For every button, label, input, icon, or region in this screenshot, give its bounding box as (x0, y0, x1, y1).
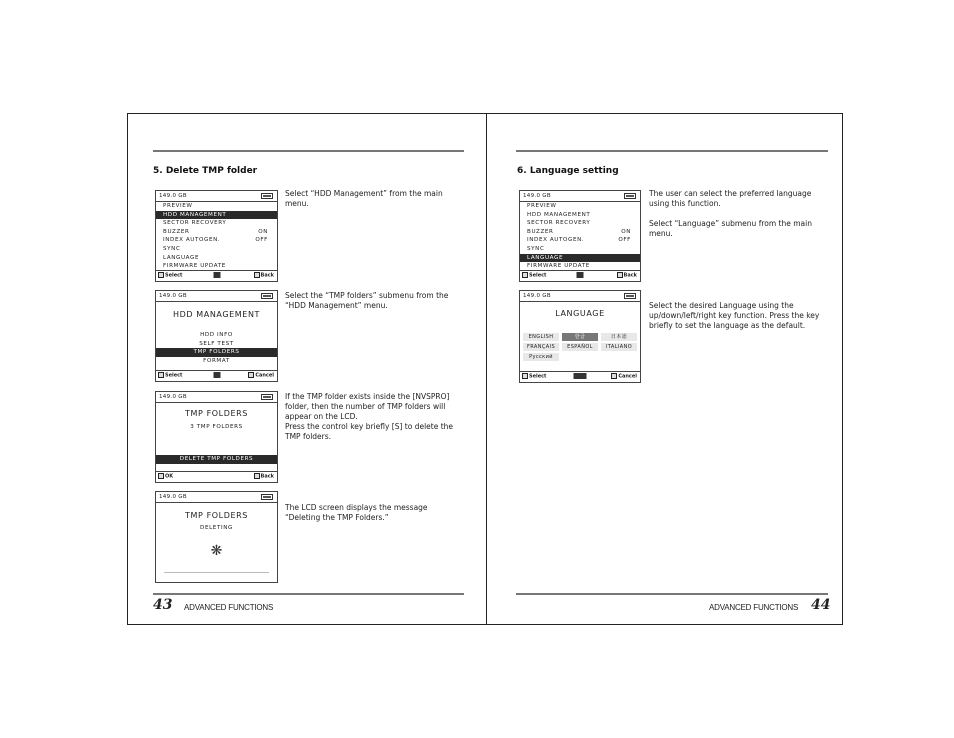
menu-item: HDD INFO (200, 332, 233, 338)
capacity-label: 149.0 GB (159, 394, 187, 400)
language-row (523, 333, 637, 341)
deleting-status: DELETING (200, 525, 233, 531)
step-5-text: The user can select the preferred language using this function. Select “Language” submenu from the main menu. (649, 189, 812, 238)
lcd-softkey-bar: Select Cancel (520, 371, 640, 382)
step-2-text: Select the “TMP folders” submenu from the “HDD Management” menu. (285, 291, 449, 310)
direction-key-icon (574, 373, 587, 379)
lcd-softkey-bar: Select Back (520, 270, 640, 281)
battery-icon (624, 293, 636, 299)
page-divider (486, 113, 487, 625)
left-top-rule (153, 150, 464, 152)
capacity-label: 149.0 GB (159, 193, 187, 199)
battery-icon (624, 193, 636, 199)
language-option: Русский (523, 353, 559, 361)
menu-item: SYNC (163, 245, 181, 252)
key-icon (248, 372, 254, 378)
lcd-title: TMP FOLDERS (185, 409, 248, 418)
menu-item: PREVIEW (527, 203, 557, 209)
left-bottom-rule (153, 593, 464, 595)
capacity-label: 149.0 GB (523, 293, 551, 299)
right-bottom-rule (516, 593, 828, 595)
lcd-softkey-bar: Select Back (156, 270, 277, 281)
center-key-icon (577, 272, 584, 278)
key-icon (611, 373, 617, 379)
language-row (523, 353, 559, 361)
lcd-title: LANGUAGE (555, 309, 605, 318)
capacity-label: 149.0 GB (159, 494, 187, 500)
right-heading: 6. Language setting (517, 166, 619, 176)
key-icon (158, 372, 164, 378)
lcd-tmp-folders (155, 391, 278, 483)
key-icon (254, 272, 260, 278)
page-number-left: 43 (153, 597, 173, 613)
battery-icon (261, 494, 273, 500)
left-heading: 5. Delete TMP folder (153, 166, 258, 176)
lcd-main-menu-hdd (155, 190, 278, 282)
language-row (523, 343, 637, 351)
menu-item: SELF TEST (199, 340, 234, 347)
lcd-language (519, 290, 641, 383)
menu-item: PREVIEW (163, 203, 193, 209)
menu-item-selected: HDD MANAGEMENT (156, 211, 277, 220)
main-menu (156, 202, 277, 271)
right-top-rule (516, 150, 828, 152)
menu-item: LANGUAGE (163, 254, 200, 261)
language-option: ESPAÑOL (562, 343, 598, 351)
center-key-icon (213, 272, 220, 278)
step-1-text: Select “HDD Management” from the main menu. (285, 189, 443, 208)
menu-item: FIRMWARE UPDATE (527, 263, 590, 270)
lcd-softkey-bar: OK Back (156, 471, 277, 482)
menu-item: INDEX AUTOGEN. OFF (163, 237, 268, 244)
capacity-label: 149.0 GB (523, 193, 551, 199)
center-key-icon (213, 372, 220, 378)
menu-item: SECTOR RECOVERY (527, 220, 591, 227)
battery-icon (261, 394, 273, 400)
lcd-main-menu-language (519, 190, 641, 282)
hdd-menu (156, 331, 277, 365)
menu-item: SYNC (527, 245, 545, 252)
key-icon (522, 272, 528, 278)
lcd-title: HDD MANAGEMENT (172, 310, 261, 319)
key-icon (158, 473, 164, 479)
lcd-hdd-management (155, 290, 278, 382)
key-icon (522, 373, 528, 379)
menu-item: BUZZER ON (163, 228, 268, 235)
language-option: ENGLISH (523, 333, 559, 341)
step-4-text: The LCD screen displays the message “Deleting the TMP Folders.” (285, 503, 428, 522)
spinner-icon: ❋ (210, 543, 223, 559)
capacity-label: 149.0 GB (159, 293, 187, 299)
menu-item: INDEX AUTOGEN. OFF (527, 237, 631, 244)
menu-item: SECTOR RECOVERY (163, 220, 227, 227)
language-option: FRANÇAIS (523, 343, 559, 351)
menu-item: HDD MANAGEMENT (527, 211, 591, 218)
key-icon (158, 272, 164, 278)
main-menu (520, 202, 640, 271)
step-6-text: Select the desired Language using the up/down/left/right key function. Press the key briefly to set the language as the default. (649, 301, 820, 330)
battery-icon (261, 193, 273, 199)
lcd-softkey-bar: Select Cancel (156, 370, 277, 381)
language-option: ITALIANO (601, 343, 637, 351)
language-option-selected: 한글 (562, 333, 598, 341)
footer-left: ADVANCED FUNCTIONS (184, 603, 274, 612)
page-number-right: 44 (811, 597, 831, 613)
battery-icon (261, 293, 273, 299)
language-option: 日本語 (601, 333, 637, 341)
lcd-title: TMP FOLDERS (185, 511, 248, 520)
footer-right: ADVANCED FUNCTIONS (709, 603, 799, 612)
key-icon (617, 272, 623, 278)
menu-item-selected: LANGUAGE (520, 254, 640, 263)
menu-item: FORMAT (203, 357, 230, 364)
delete-tmp-option: DELETE TMP FOLDERS (156, 455, 277, 464)
key-icon (254, 473, 260, 479)
tmp-count: 3 TMP FOLDERS (190, 424, 243, 430)
step-3-text: If the TMP folder exists inside the [NVSPRO] folder, then the number of TMP folders will appear on the LCD. Press the control key briefly [S] to delete the TMP folders. (285, 392, 454, 441)
menu-item: FIRMWARE UPDATE (163, 263, 226, 270)
lcd-deleting (155, 491, 278, 583)
menu-item-selected: TMP FOLDERS (156, 348, 277, 357)
menu-item: BUZZER ON (527, 228, 631, 235)
